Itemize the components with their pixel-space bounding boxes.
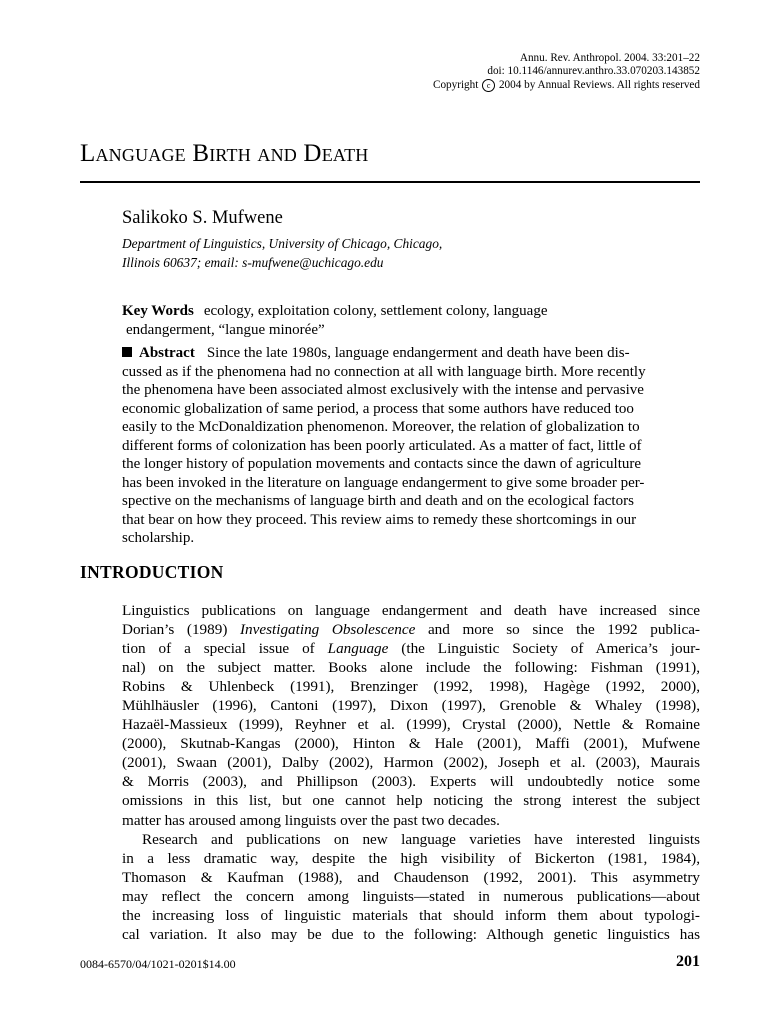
body-line: (2001), Swaan (2001), Dalby (2002), Harmon (2002), Joseph et al. (2003), Maurais	[122, 754, 700, 772]
body-line: matter has aroused among linguists over the past two decades.	[122, 811, 500, 829]
title-word: anguage	[95, 140, 193, 167]
title-initial: D	[303, 140, 322, 167]
key-words-label: Key Words	[122, 303, 194, 319]
key-words-text: ecology, exploitation colony, settlement colony, language	[203, 303, 548, 319]
body-line	[122, 620, 700, 639]
body-line: Robins & Uhlenbeck (1991), Brenzinger (1992, 1998), Hagège (1992, 2000),	[122, 678, 700, 696]
body-line: in a less dramatic way, despite the high visibility of Bickerton (1981, 1984),	[122, 849, 700, 867]
copyright-prefix: Copyright	[432, 78, 479, 91]
abstract-line: easily to the McDonaldization phenomenon. Moreover, the relation of globalization to	[122, 419, 640, 435]
body-line: omissions in this list, but one cannot help noticing the strong interest the subject	[122, 792, 700, 810]
body-text	[122, 601, 700, 944]
square-bullet-icon	[122, 347, 132, 357]
abstract-label: Abstract	[139, 345, 195, 361]
journal-citation: Annu. Rev. Anthropol. 2004. 33:201–22	[519, 52, 700, 64]
body-line: may reflect the concern among linguists—stated in numerous publications—about	[122, 887, 700, 905]
article-title	[80, 140, 368, 168]
title-initial: B	[192, 140, 210, 167]
body-line: Research and publications on new language varieties have interested linguists	[142, 830, 700, 848]
author-name: Salikoko S. Mufwene	[122, 208, 283, 228]
title-rule	[80, 181, 700, 183]
title-word: eath	[321, 140, 369, 167]
title-initial: L	[80, 140, 96, 167]
key-words-line: endangerment, “langue minorée”	[126, 321, 325, 338]
abstract-line: the phenomena have been associated almost exclusively with the intense and pervasive	[122, 382, 644, 398]
body-line: (2000), Skutnab-Kangas (2000), Hinton & Hale (2001), Maffi (2001), Mufwene	[122, 735, 700, 753]
abstract	[122, 344, 700, 548]
body-line: nal) on the subject matter. Books alone include the following: Fishman (1991),	[122, 659, 700, 677]
copyright-suffix: 2004 by Annual Reviews. All rights reserved	[498, 78, 700, 91]
body-line	[122, 639, 700, 658]
copyright-icon: c	[482, 79, 495, 92]
body-line: Thomason & Kaufman (1988), and Chaudenson (1992, 2001). This asymmetry	[122, 868, 700, 886]
abstract-line	[122, 344, 700, 363]
running-header	[433, 52, 700, 92]
book-title: Investigating Obsolescence	[239, 621, 416, 639]
body-line: & Morris (2003), and Phillipson (2003). Experts will undoubtedly notice some	[122, 773, 700, 791]
abstract-line: has been invoked in the literature on language endangerment to give some broader per-	[122, 474, 645, 491]
section-heading: INTRODUCTION	[80, 562, 224, 582]
body-line: the increasing loss of linguistic materials that should inform them about typologi-	[122, 906, 700, 924]
abstract-line: cussed as if the phenomena had no connection at all with language birth. More recently	[122, 363, 646, 380]
title-word: irth and	[209, 140, 304, 167]
body-line: cal variation. It also may be due to the following: Although genetic linguistics has	[122, 925, 700, 943]
body-line: Linguistics publications on language endangerment and death have increased since	[122, 602, 700, 619]
body-text-run: and more so since the 1992 publica-	[415, 621, 700, 639]
abstract-line: economic globalization of same period, a process that some authors have reduced too	[122, 400, 634, 417]
author-affiliation	[122, 234, 442, 272]
copyright-line	[433, 79, 700, 92]
body-text-run: tion of a special issue of	[122, 640, 328, 658]
abstract-line: that bear on how they proceed. This review aims to remedy these shortcomings in our	[122, 511, 637, 528]
key-words	[122, 302, 682, 339]
abstract-line: the longer history of population movements and contacts since the dawn of agriculture	[122, 456, 642, 472]
body-text-run: (the Linguistic Society of America’s jour-	[388, 640, 701, 658]
body-line: Mühlhäusler (1996), Cantoni (1997), Dixon (1997), Grenoble & Whaley (1998),	[122, 697, 700, 715]
page-number: 201	[676, 953, 700, 970]
abstract-line: spective on the mechanisms of language birth and death and on the ecological factors	[122, 493, 634, 509]
journal-title: Language	[327, 640, 389, 658]
abstract-line: different forms of colonization has been poorly articulated. As a matter of fact, little of	[122, 437, 642, 454]
affiliation-line: Illinois 60637; email: s-mufwene@uchicago.edu	[122, 255, 384, 270]
body-text-run: Dorian’s (1989)	[122, 621, 240, 639]
footer-code: 0084-6570/04/1021-0201$14.00	[80, 957, 236, 971]
abstract-text: Since the late 1980s, language endangerment and death have been dis-	[206, 345, 630, 361]
abstract-line: scholarship.	[122, 530, 195, 546]
body-line: Hazaël-Massieux (1999), Reyhner et al. (1999), Crystal (2000), Nettle & Romaine	[122, 716, 700, 734]
key-words-line	[122, 302, 682, 321]
affiliation-line: Department of Linguistics, University of Chicago, Chicago,	[122, 236, 443, 251]
doi: doi: 10.1146/annurev.anthro.33.070203.143852	[487, 65, 700, 78]
